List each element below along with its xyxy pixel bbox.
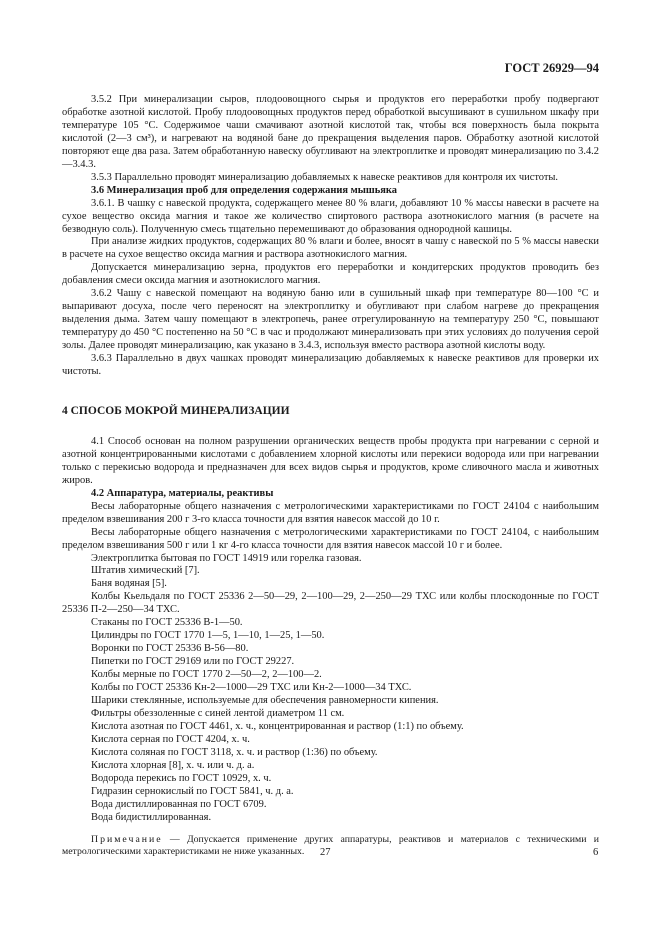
list-item: Шарики стеклянные, используемые для обеспечения равномерности кипения. [91, 694, 439, 706]
list-item: Вода дистиллированная по ГОСТ 6709. [91, 798, 267, 810]
list-item: Кислота азотная по ГОСТ 4461, х. ч., концентрированная и раствор (1:1) по объему. [91, 720, 464, 732]
list-item: Кислота серная по ГОСТ 4204, х. ч. [91, 733, 250, 745]
list-item: Стаканы по ГОСТ 25336 В-1—50. [91, 617, 243, 629]
paragraph-4-2a: Весы лабораторные общего назначения с метрологическими характеристиками по ГОСТ 24104 с наибольшим пределом взвешивания 200 г 3-го класса точности для взятия навесок массой до 10 г. [62, 500, 599, 525]
list-item: Электроплитка бытовая по ГОСТ 14919 или горелка газовая. [91, 552, 362, 564]
paragraph-3-5-2: 3.5.2 При минерализации сыров, плодоовощного сырья и продуктов его переработки пробу подвергают обработке азотной кислотой. Пробу плодоовощных продуктов перед обработкой высушивают в сушильном шкафу при температуре 105 °С. Содержимое чаши смачивают азотной кислотой так, чтобы вся поверхность была покрыта кислотой (2—3 см³), и нагревают на водяной бане до прекращения выделения паров. Обработку азотной кислотой повторяют еще два раза. Затем обработанную навеску обугливают на электроплитке и проводят минерализацию по 3.4.2—3.4.3. [62, 94, 599, 170]
list-item: Водорода перекись по ГОСТ 10929, х. ч. [91, 772, 272, 784]
list-item: Колбы мерные по ГОСТ 1770 2—50—2, 2—100—2. [91, 669, 322, 681]
paragraph-3-6-1b: При анализе жидких продуктов, содержащих 80 % влаги и более, вносят в чашу с навеской по 5 % массы навески в расчете на сухое вещество оксида магния и раствора азотнокислого магния. [62, 236, 599, 261]
page-body [62, 94, 599, 858]
heading-3-6: 3.6 Минерализация проб для определения содержания мышьяка [91, 184, 397, 196]
list-item: Кислота хлорная [8], х. ч. или ч. д. а. [91, 759, 255, 771]
note-label: Примечание [91, 833, 163, 845]
list-item: Воронки по ГОСТ 25336 В-56—80. [91, 643, 249, 655]
section-4-heading: 4 СПОСОБ МОКРОЙ МИНЕРАЛИЗАЦИИ [62, 404, 290, 417]
paragraph-3-6-2: 3.6.2 Чашу с навеской помещают на водяную баню или в сушильный шкаф при температуре 80—100 °С и выпаривают досуха, после чего переносят на электроплитку и обугливают при слабом нагреве до прекращения выделения дыма. Затем чашу помещают в электропечь, ранее отрегулированную на температуру 250 °С, повышают температуру до 450 °С постепенно на 50 °С в час и продолжают минерализовать при этих условиях до получения серой золы. Далее проводят минерализацию, как указано в 3.4.3, используя вместо раствора азотной кислоты воду. [62, 288, 599, 352]
page-number-right: 6 [593, 847, 599, 858]
standard-code: ГОСТ 26929—94 [504, 61, 599, 75]
paragraph-3-6-1c: Допускается минерализацию зерна, продуктов его переработки и кондитерских продуктов проводить без добавления смеси оксида магния и азотнокислого магния. [62, 262, 599, 287]
list-item: Цилиндры по ГОСТ 1770 1—5, 1—10, 1—25, 1—50. [91, 630, 325, 642]
paragraph-3-6-3: 3.6.3 Параллельно в двух чашках проводят минерализацию добавляемых к навеске реактивов для проверки их чистоты. [62, 353, 599, 378]
list-item: Колбы Кьельдаля по ГОСТ 25336 2—50—29, 2—100—29, 2—250—29 ТХС или колбы плоскодонные по ГОСТ 25336 П-2—250—34 ТХС. [62, 591, 599, 616]
list-item: Гидразин сернокислый по ГОСТ 5841, ч. д. а. [91, 785, 294, 797]
list-item: Кислота соляная по ГОСТ 3118, х. ч. и раствор (1:36) по объему. [91, 746, 378, 758]
note-text: — Допускается применение других аппаратуры, реактивов и материалов с техническими и метрологическими характеристиками не ниже указанных. [62, 833, 599, 857]
list-item: Колбы по ГОСТ 25336 Кн-2—1000—29 ТХС или Кн-2—1000—34 ТХС. [91, 682, 412, 694]
paragraph-3-6-1: 3.6.1. В чашку с навеской продукта, содержащего менее 80 % влаги, добавляют 10 % массы навески в расчете на сухое вещество оксида магния и такое же количество спиртового раствора азотнокислого магния (в расчете на безводную соль). Полученную смесь тщательно перемешивают до образования однородной кашицы. [62, 197, 599, 235]
heading-4-2: 4.2 Аппаратура, материалы, реактивы [91, 487, 274, 499]
paragraph-4-1: 4.1 Способ основан на полном разрушении органических веществ пробы продукта при нагревании с серной и азотной концентрированными кислотами с добавлением хлорной кислоты или перекиси водорода или при нагревании только с перекисью водорода и предназначен для всех видов сырья и продуктов, кроме сливочного масла и животных жиров. [62, 435, 599, 486]
list-item: Штатив химический [7]. [91, 565, 200, 577]
list-item: Вода бидистиллированная. [91, 811, 212, 823]
list-item: Фильтры обеззоленные с синей лентой диаметром 11 см. [91, 707, 345, 719]
list-item: Пипетки по ГОСТ 29169 или по ГОСТ 29227. [91, 656, 295, 668]
list-item: Баня водяная [5]. [91, 578, 167, 590]
paragraph-4-2b: Весы лабораторные общего назначения с метрологическими характеристиками по ГОСТ 24104, с наибольшим пределом взвешивания 500 г или 1 кг 4-го класса точности для взятия навесок массой 10 г и более. [62, 526, 599, 551]
note [62, 834, 599, 858]
page-number-center: 27 [320, 847, 331, 858]
paragraph-3-5-3: 3.5.3 Параллельно проводят минерализацию добавляемых к навеске реактивов для контроля их чистоты. [91, 171, 559, 183]
